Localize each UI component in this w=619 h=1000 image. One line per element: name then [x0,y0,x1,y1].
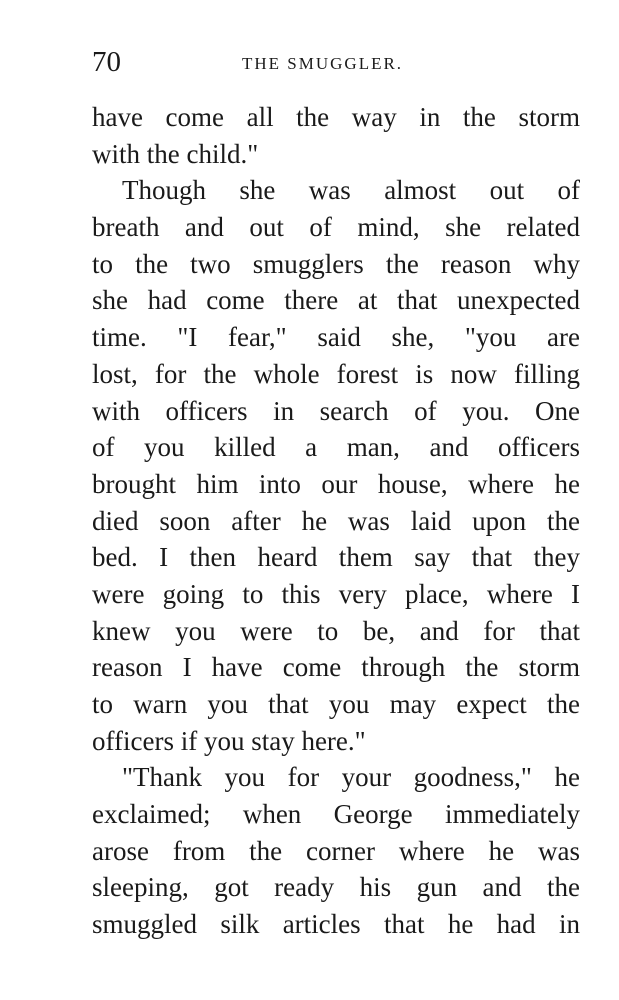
page-header [92,44,582,84]
text-line: of you killed a man, and officers [92,432,580,463]
text-line: brought him into our house, where he [92,468,580,499]
text-line: exclaimed; when George immediately [92,799,580,830]
text-line: reason I have come through the storm [92,652,580,683]
text-line: were going to this very place, where I [92,578,580,609]
text-line: breath and out of mind, she related [92,212,580,243]
text-line: lost, for the whole forest is now filling [92,358,580,389]
text-line: arose from the corner where he was [92,835,580,866]
text-line: to the two smugglers the reason why [92,248,580,279]
text-line: with the child." [92,138,259,169]
text-line: with officers in search of you. One [92,395,580,426]
text-line: she had come there at that unexpected [92,285,580,316]
text-line: "Thank you for your goodness," he [122,762,580,793]
text-line: bed. I then heard them say that they [92,542,580,573]
text-line: officers if you stay here." [92,725,366,756]
text-line: died soon after he was laid upon the [92,505,580,536]
body-text [92,99,580,943]
text-line: time. "I fear," said she, "you are [92,322,580,353]
text-line: knew you were to be, and for that [92,615,580,646]
text-line: sleeping, got ready his gun and the [92,872,580,903]
page-number: 70 [92,46,121,78]
running-head: THE SMUGGLER. [242,54,404,73]
text-line: have come all the way in the storm [92,102,580,132]
text-line: smuggled silk articles that he had in [92,909,580,940]
text-line: to warn you that you may expect the [92,689,580,719]
text-line: Though she was almost out of [122,175,580,206]
